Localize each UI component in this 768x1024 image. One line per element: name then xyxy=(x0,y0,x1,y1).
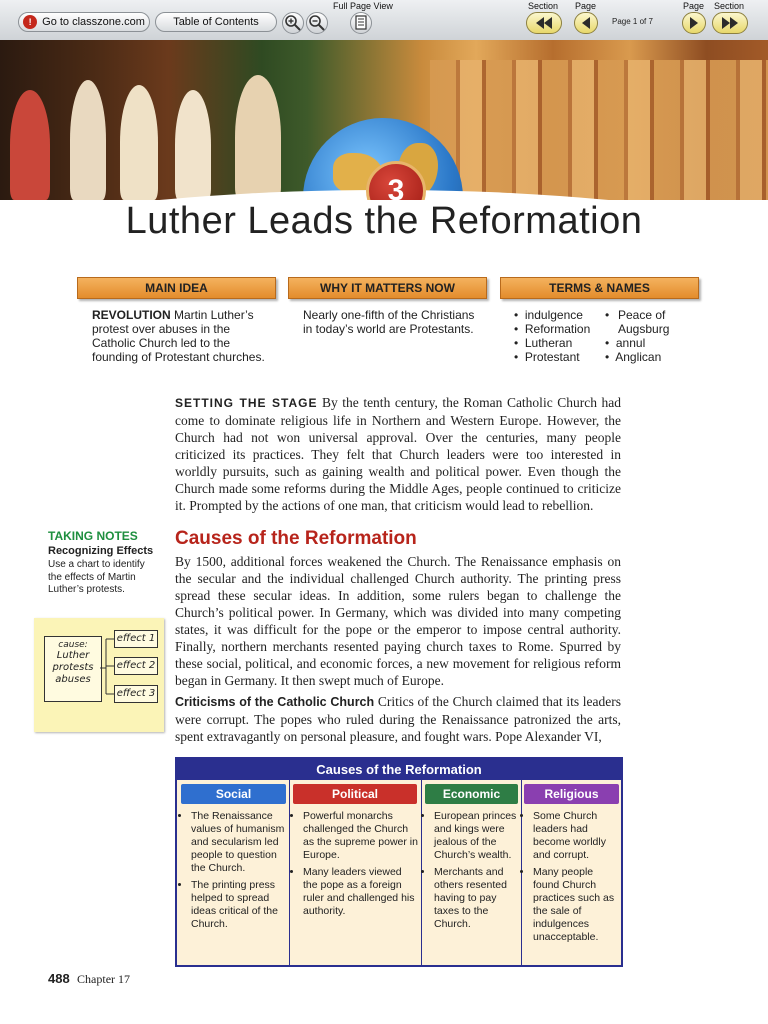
criticisms-paragraph xyxy=(175,693,621,745)
chapter-label: Chapter 17 xyxy=(77,972,131,986)
classzone-icon: ! xyxy=(23,15,37,29)
page-label-left: Page xyxy=(575,1,597,11)
previous-page-button[interactable] xyxy=(574,12,598,34)
classzone-button[interactable] xyxy=(18,12,150,32)
column-header-economic: Economic xyxy=(425,784,518,804)
criticisms-text: Critics of the Church claimed that its leaders were corrupt. The popes who ruled during the Renaissance patronized the arts, spent extravagantly on personal pleasure, and fought wars. Pope Alexander VI, xyxy=(175,694,621,744)
main-idea-heading: MAIN IDEA xyxy=(77,277,276,299)
double-right-arrow-icon xyxy=(719,16,741,30)
page-footer xyxy=(48,971,130,987)
cause-text: Luther protests abuses xyxy=(52,650,94,685)
chapter-banner-image xyxy=(0,40,768,200)
main-idea-text xyxy=(92,308,272,364)
political-column xyxy=(294,810,418,922)
painting-figure xyxy=(10,90,50,200)
why-it-matters-heading: WHY IT MATTERS NOW xyxy=(288,277,487,299)
effect-box: effect 1 xyxy=(114,630,158,648)
setting-the-stage-lead: SETTING THE STAGE xyxy=(175,396,318,410)
section-number-badge: 3 xyxy=(366,161,426,200)
painting-figure xyxy=(120,85,158,200)
effect-box: effect 3 xyxy=(114,685,158,703)
table-item: • Many leaders viewed the pope as a foreign ruler and challenged his authority. xyxy=(303,866,418,918)
classzone-label: Go to classzone.com xyxy=(42,16,145,28)
painting-figure xyxy=(175,90,211,200)
why-it-matters-text: Nearly one-fifth of the Christians in today’s world are Protestants. xyxy=(303,308,475,336)
page-title: Luther Leads the Reformation xyxy=(125,200,643,242)
main-idea-body: Martin Luther’s protest over abuses in the Catholic Church led to the founding of Protestant churches. xyxy=(92,308,265,364)
taking-notes-text: Use a chart to identify the effects of Martin Luther’s protests. xyxy=(48,559,145,595)
next-page-button[interactable] xyxy=(682,12,706,34)
economic-column xyxy=(425,810,518,935)
causes-table-title: Causes of the Reformation xyxy=(177,759,621,780)
taking-notes-heading: TAKING NOTES xyxy=(48,529,138,543)
column-header-social: Social xyxy=(181,784,286,804)
term-item[interactable]: • indulgence xyxy=(514,308,583,322)
setting-the-stage-text: By the tenth century, the Roman Catholic Church had come to dominate religious life in Northern and Western Europe. However, the Church had not won universal approval. Over the centuries, many people criticized its practices. They felt that Church leaders were too interested in worldly pursuits, such as gaining wealth and political power. Even though the Church made some reforms during the Middle Ages, people continued to criticize it. Prompted by the actions of one man, that criticism would lead to rebellion. xyxy=(175,395,621,513)
right-arrow-icon xyxy=(688,16,700,30)
term-item[interactable]: • Reformation xyxy=(514,322,591,336)
toolbar xyxy=(0,0,768,41)
term-item[interactable]: • Peace of Augsburg xyxy=(605,308,670,336)
table-item: • European princes and kings were jealous of the Church’s wealth. xyxy=(434,810,518,862)
connector-lines xyxy=(100,628,114,698)
setting-the-stage-paragraph xyxy=(175,394,621,514)
column-header-political: Political xyxy=(293,784,417,804)
terms-list-2 xyxy=(605,308,697,364)
cause-box xyxy=(44,636,102,702)
terms-list-1 xyxy=(514,308,600,364)
painting-figure xyxy=(235,75,281,200)
full-page-view-icon[interactable] xyxy=(350,12,372,34)
full-page-view-label: Full Page View xyxy=(333,1,393,11)
table-of-contents-button[interactable] xyxy=(155,12,277,32)
social-column xyxy=(182,810,286,935)
left-arrow-icon xyxy=(580,16,592,30)
taking-notes-subheading: Recognizing Effects xyxy=(48,545,154,557)
zoom-out-icon[interactable] xyxy=(306,12,328,34)
term-item[interactable]: • Protestant xyxy=(514,350,580,364)
city-buildings xyxy=(430,60,768,200)
cause-label: cause: xyxy=(58,640,88,650)
religious-column xyxy=(524,810,618,948)
table-item: • The Renaissance values of humanism and secularism led people to question the Church. xyxy=(191,810,286,875)
toc-label: Table of Contents xyxy=(173,16,259,28)
section-label-right: Section xyxy=(714,1,745,11)
effect-box: effect 2 xyxy=(114,657,158,675)
page-indicator: Page 1 of 7 xyxy=(612,17,653,26)
next-section-button[interactable] xyxy=(712,12,748,34)
previous-section-button[interactable] xyxy=(526,12,562,34)
criticisms-subheading: Criticisms of the Catholic Church xyxy=(175,695,375,709)
taking-notes-chart xyxy=(34,618,164,732)
table-item: • The printing press helped to spread ideas critical of the Church. xyxy=(191,879,286,931)
terms-names-heading: TERMS & NAMES xyxy=(500,277,699,299)
section-label-left: Section xyxy=(528,1,559,11)
page-number: 488 xyxy=(48,971,70,986)
section-heading: Causes of the Reformation xyxy=(175,528,417,549)
term-item[interactable]: • annul xyxy=(605,336,646,350)
causes-paragraph: By 1500, additional forces weakened the Church. The Renaissance emphasis on the secular and the individual challenged Church authority. The printing press spread these secular ideas. In addition, some rulers began to challenge the Church’s political power. In Germany, which was divided into many competing states, it was difficult for the pope or the emperor to impose central authority. Finally, northern merchants resented paying church taxes to Rome. Spurred by these social, political, and economic forces, a new movement for religious reform began in Germany. It then swept much of Europe. xyxy=(175,554,621,688)
zoom-in-icon[interactable] xyxy=(282,12,304,34)
table-item: • Powerful monarchs challenged the Church as the supreme power in Europe. xyxy=(303,810,418,862)
table-item: • Many people found Church practices such as the sale of indulgences unacceptable. xyxy=(533,866,618,944)
term-item[interactable]: • Anglican xyxy=(605,350,662,364)
main-idea-lead: REVOLUTION xyxy=(92,308,171,322)
painting-figure xyxy=(70,80,106,200)
table-item: • Some Church leaders had become worldly and corrupt. xyxy=(533,810,618,862)
table-item: • Merchants and others resented having to pay taxes to the Church. xyxy=(434,866,518,931)
term-item[interactable]: • Lutheran xyxy=(514,336,573,350)
page-label-right: Page xyxy=(683,1,705,11)
double-left-arrow-icon xyxy=(533,16,555,30)
column-header-religious: Religious xyxy=(524,784,619,804)
